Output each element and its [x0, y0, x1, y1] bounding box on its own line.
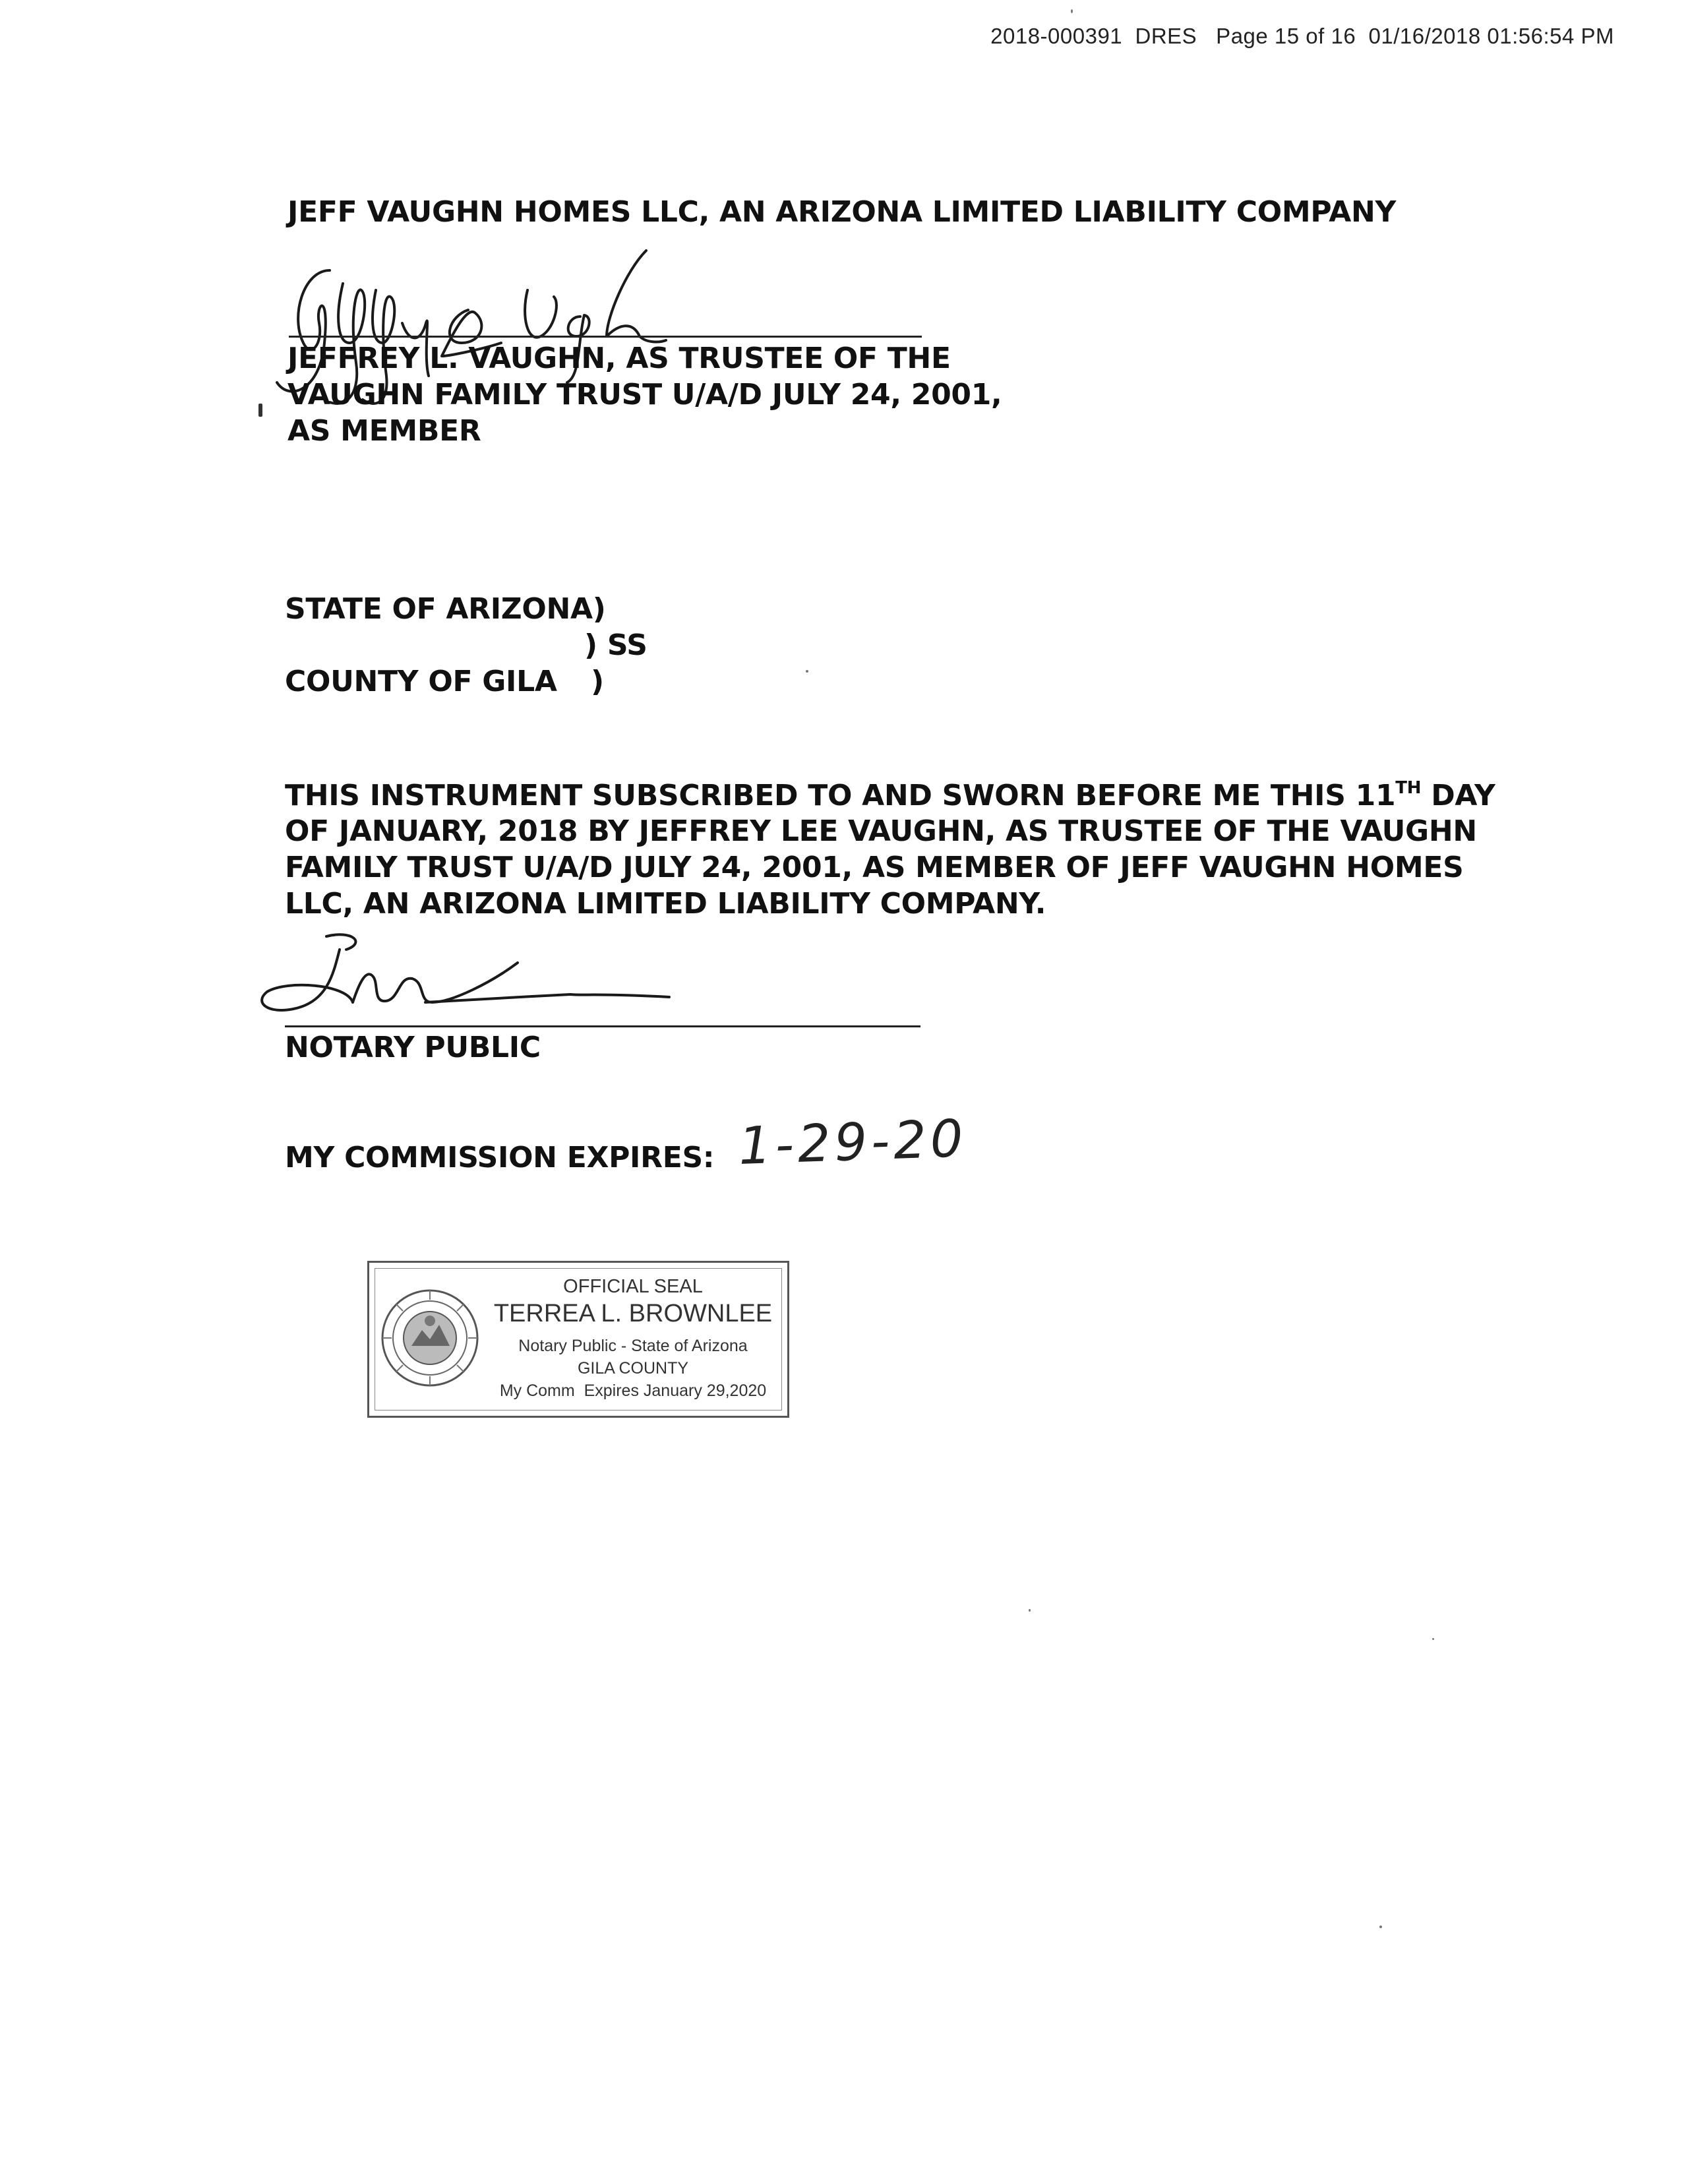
- venue-state: STATE OF ARIZONA): [285, 592, 606, 626]
- scan-speck: [1432, 1638, 1434, 1640]
- seal-title: OFFICIAL SEAL: [563, 1276, 703, 1297]
- seal-expiration: My Comm Expires January 29,2020: [499, 1381, 767, 1400]
- company-title: JEFF VAUGHN HOMES LLC, AN ARIZONA LIMITED LIABILITY COMPANY: [287, 195, 1397, 229]
- commission-expires-label: MY COMMISSION EXPIRES:: [285, 1141, 715, 1174]
- scan-speck: [806, 670, 808, 673]
- signer-name-line: JEFFREY L. VAUGHN, AS TRUSTEE OF THE: [287, 342, 951, 375]
- acknowledgment-line-1: THIS INSTRUMENT SUBSCRIBED TO AND SWORN BEFORE ME THIS 11TH DAY: [285, 778, 1495, 812]
- signer-capacity-line: AS MEMBER: [287, 414, 481, 448]
- signer-trust-line: VAUGHN FAMILY TRUST U/A/D JULY 24, 2001,: [287, 378, 1002, 411]
- arizona-seal-emblem-icon: [378, 1287, 481, 1389]
- recording-stamp: 2018-000391 DRES Page 15 of 16 01/16/2018 01:56:54 PM: [990, 24, 1614, 48]
- scan-speck: [1029, 1609, 1031, 1612]
- notary-seal: [367, 1261, 789, 1418]
- seal-county: GILA COUNTY: [577, 1359, 689, 1378]
- venue-county: COUNTY OF GILA: [285, 665, 557, 698]
- scan-speck: [1379, 1926, 1382, 1928]
- day-ordinal-suffix: TH: [1395, 778, 1422, 798]
- notary-signature-line: [285, 1025, 920, 1027]
- acknowledgment-line-4: LLC, AN ARIZONA LIMITED LIABILITY COMPANY.: [285, 887, 1046, 921]
- seal-notary-role: Notary Public - State of Arizona: [518, 1337, 748, 1355]
- pen-mark: [258, 404, 262, 417]
- venue-county-paren: ): [591, 665, 604, 698]
- trustee-signature-line: [289, 336, 922, 338]
- acknowledgment-line-3: FAMILY TRUST U/A/D JULY 24, 2001, AS MEMBER OF JEFF VAUGHN HOMES: [285, 851, 1464, 884]
- commission-expires-date: 1-29-20: [737, 1108, 968, 1177]
- acknowledgment-line-2: OF JANUARY, 2018 BY JEFFREY LEE VAUGHN, AS TRUSTEE OF THE VAUGHN: [285, 814, 1477, 848]
- notary-public-label: NOTARY PUBLIC: [285, 1031, 541, 1064]
- venue-ss: ) SS: [584, 628, 648, 662]
- seal-notary-name: TERREA L. BROWNLEE: [493, 1300, 773, 1327]
- notary-signature: [254, 923, 689, 1035]
- scan-speck: [1071, 9, 1073, 13]
